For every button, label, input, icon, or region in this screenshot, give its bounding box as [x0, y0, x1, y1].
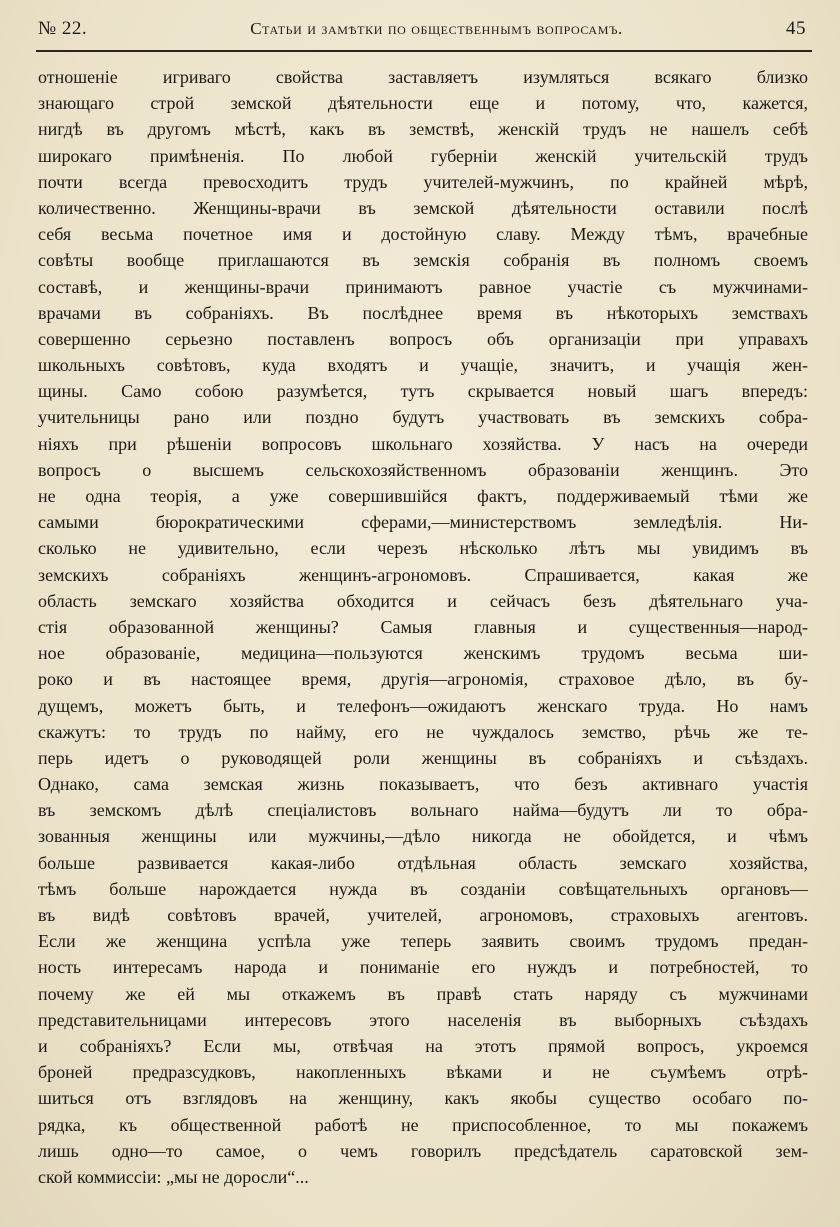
header-rule: [36, 50, 812, 52]
page-header: [36, 18, 812, 48]
text-line: совѣты вообще приглашаются въ земскія собранія въ полномъ своемъ: [38, 250, 808, 271]
text-line: врачами въ собраніяхъ. Въ послѣднее время въ нѣкоторыхъ земствахъ: [38, 302, 808, 323]
text-line: въ видѣ совѣтовъ врачей, учителей, агрономовъ, страховыхъ агентовъ.: [38, 905, 808, 925]
text-line: рядка, къ общественной работѣ не приспособленное, то мы покажемъ: [38, 1114, 808, 1135]
text-line: броней предразсудковъ, накопленныхъ вѣками и не съумѣемъ отрѣ-: [38, 1062, 808, 1083]
text-line: не одна теорія, а уже совершившійся фактъ, поддерживаемый тѣми же: [38, 486, 808, 506]
text-line: щины. Само собою разумѣется, тутъ скрывается новый шагъ впередъ:: [38, 381, 808, 402]
text-line: ской коммиссіи: „мы не доросли“...: [38, 1166, 309, 1187]
text-line: отношеніе игриваго свойства заставляетъ изумляться всякаго близко: [38, 67, 808, 87]
text-line: ное образованіе, медицина—пользуются женскимъ трудомъ весьма ши-: [38, 643, 808, 664]
text-line: стія образованной женщины? Самыя главныя и существенныя—народ-: [38, 616, 808, 637]
body-text: [36, 64, 812, 1190]
text-line: область земскаго хозяйства обходится и сейчасъ безъ дѣятельнаго уча-: [38, 590, 808, 611]
text-line: въ земскомъ дѣлѣ спеціалистовъ вольнаго найма—будутъ ли то обра-: [38, 800, 808, 821]
text-line: Однако, сама земская жизнь показываетъ, что безъ активнаго участія: [38, 774, 808, 795]
page-number: 45: [785, 18, 806, 39]
text-line: школьныхъ совѣтовъ, куда входятъ и учащіе, значитъ, и учащія жен-: [38, 355, 808, 376]
text-line: количественно. Женщины-врачи въ земской дѣятельности оставили послѣ: [38, 197, 808, 218]
issue-number: № 22.: [38, 18, 88, 39]
text-line: тѣмъ больше нарождается нужда въ созданіи совѣщательныхъ органовъ—: [38, 878, 808, 899]
text-line: представительницами интересовъ этого населенія въ выборныхъ съѣздахъ: [38, 1009, 808, 1030]
text-line: и собраніяхъ? Если мы, отвѣчая на этотъ прямой вопросъ, укроемся: [38, 1035, 808, 1056]
text-line: знающаго строй земской дѣятельности еще и потому, что, кажется,: [38, 93, 808, 114]
text-line: перь идетъ о руководящей роли женщины въ собраніяхъ и съѣздахъ.: [38, 747, 808, 768]
text-line: земскихъ собраніяхъ женщинъ-агрономовъ. Спрашивается, какая же: [38, 564, 808, 585]
text-line: скажутъ: то трудъ по найму, его не чуждалось земство, рѣчь же те-: [38, 721, 808, 742]
text-line: нигдѣ въ другомъ мѣстѣ, какъ въ земствѣ, женскій трудъ не нашелъ себѣ: [38, 119, 808, 140]
text-line: себя весьма почетное имя и достойную славу. Между тѣмъ, врачебные: [38, 224, 808, 245]
text-line: шиться отъ взглядовъ на женщину, какъ якобы существо особаго по-: [38, 1088, 808, 1109]
text-line: составѣ, и женщины-врачи принимаютъ равное участіе съ мужчинами-: [38, 276, 808, 297]
text-line: почему же ей мы откажемъ въ правѣ стать наряду съ мужчинами: [38, 983, 808, 1004]
text-line: дущемъ, можетъ быть, и телефонъ—ожидаютъ женскаго труда. Но намъ: [38, 695, 808, 716]
text-line: широкаго примѣненія. По любой губерніи женскій учительскій трудъ: [38, 145, 808, 166]
text-line: почти всегда превосходитъ трудъ учителей-мужчинъ, по крайней мѣрѣ,: [38, 171, 808, 192]
text-line: учительницы рано или поздно будутъ участвовать въ земскихъ собра-: [38, 407, 808, 428]
text-line: ность интересамъ народа и пониманіе его нуждъ и потребностей, то: [38, 957, 808, 978]
running-title: Статьи и замѣтки по общественнымъ вопросамъ.: [250, 19, 623, 38]
text-line: самыми бюрократическими сферами,—министерствомъ земледѣлія. Ни-: [38, 512, 808, 533]
text-line: зованныя женщины или мужчины,—дѣло никогда не обойдется, и чѣмъ: [38, 826, 808, 847]
text-line: совершенно серьезно поставленъ вопросъ объ организаціи при управахъ: [38, 328, 808, 349]
text-line: роко и въ настоящее время, другія—агрономія, страховое дѣло, въ бу-: [38, 669, 808, 690]
text-line: ніяхъ при рѣшеніи вопросовъ школьнаго хозяйства. У насъ на очереди: [38, 433, 808, 454]
text-line: лишь одно—то самое, о чемъ говорилъ предсѣдатель саратовской зем-: [38, 1140, 808, 1161]
text-line: Если же женщина успѣла уже теперь заявить своимъ трудомъ предан-: [38, 931, 808, 952]
text-line: сколько не удивительно, если черезъ нѣсколько лѣтъ мы увидимъ въ: [38, 538, 808, 559]
text-line: больше развивается какая-либо отдѣльная область земскаго хозяйства,: [38, 852, 808, 873]
text-line: вопросъ о высшемъ сельскохозяйственномъ образованіи женщинъ. Это: [38, 459, 808, 480]
